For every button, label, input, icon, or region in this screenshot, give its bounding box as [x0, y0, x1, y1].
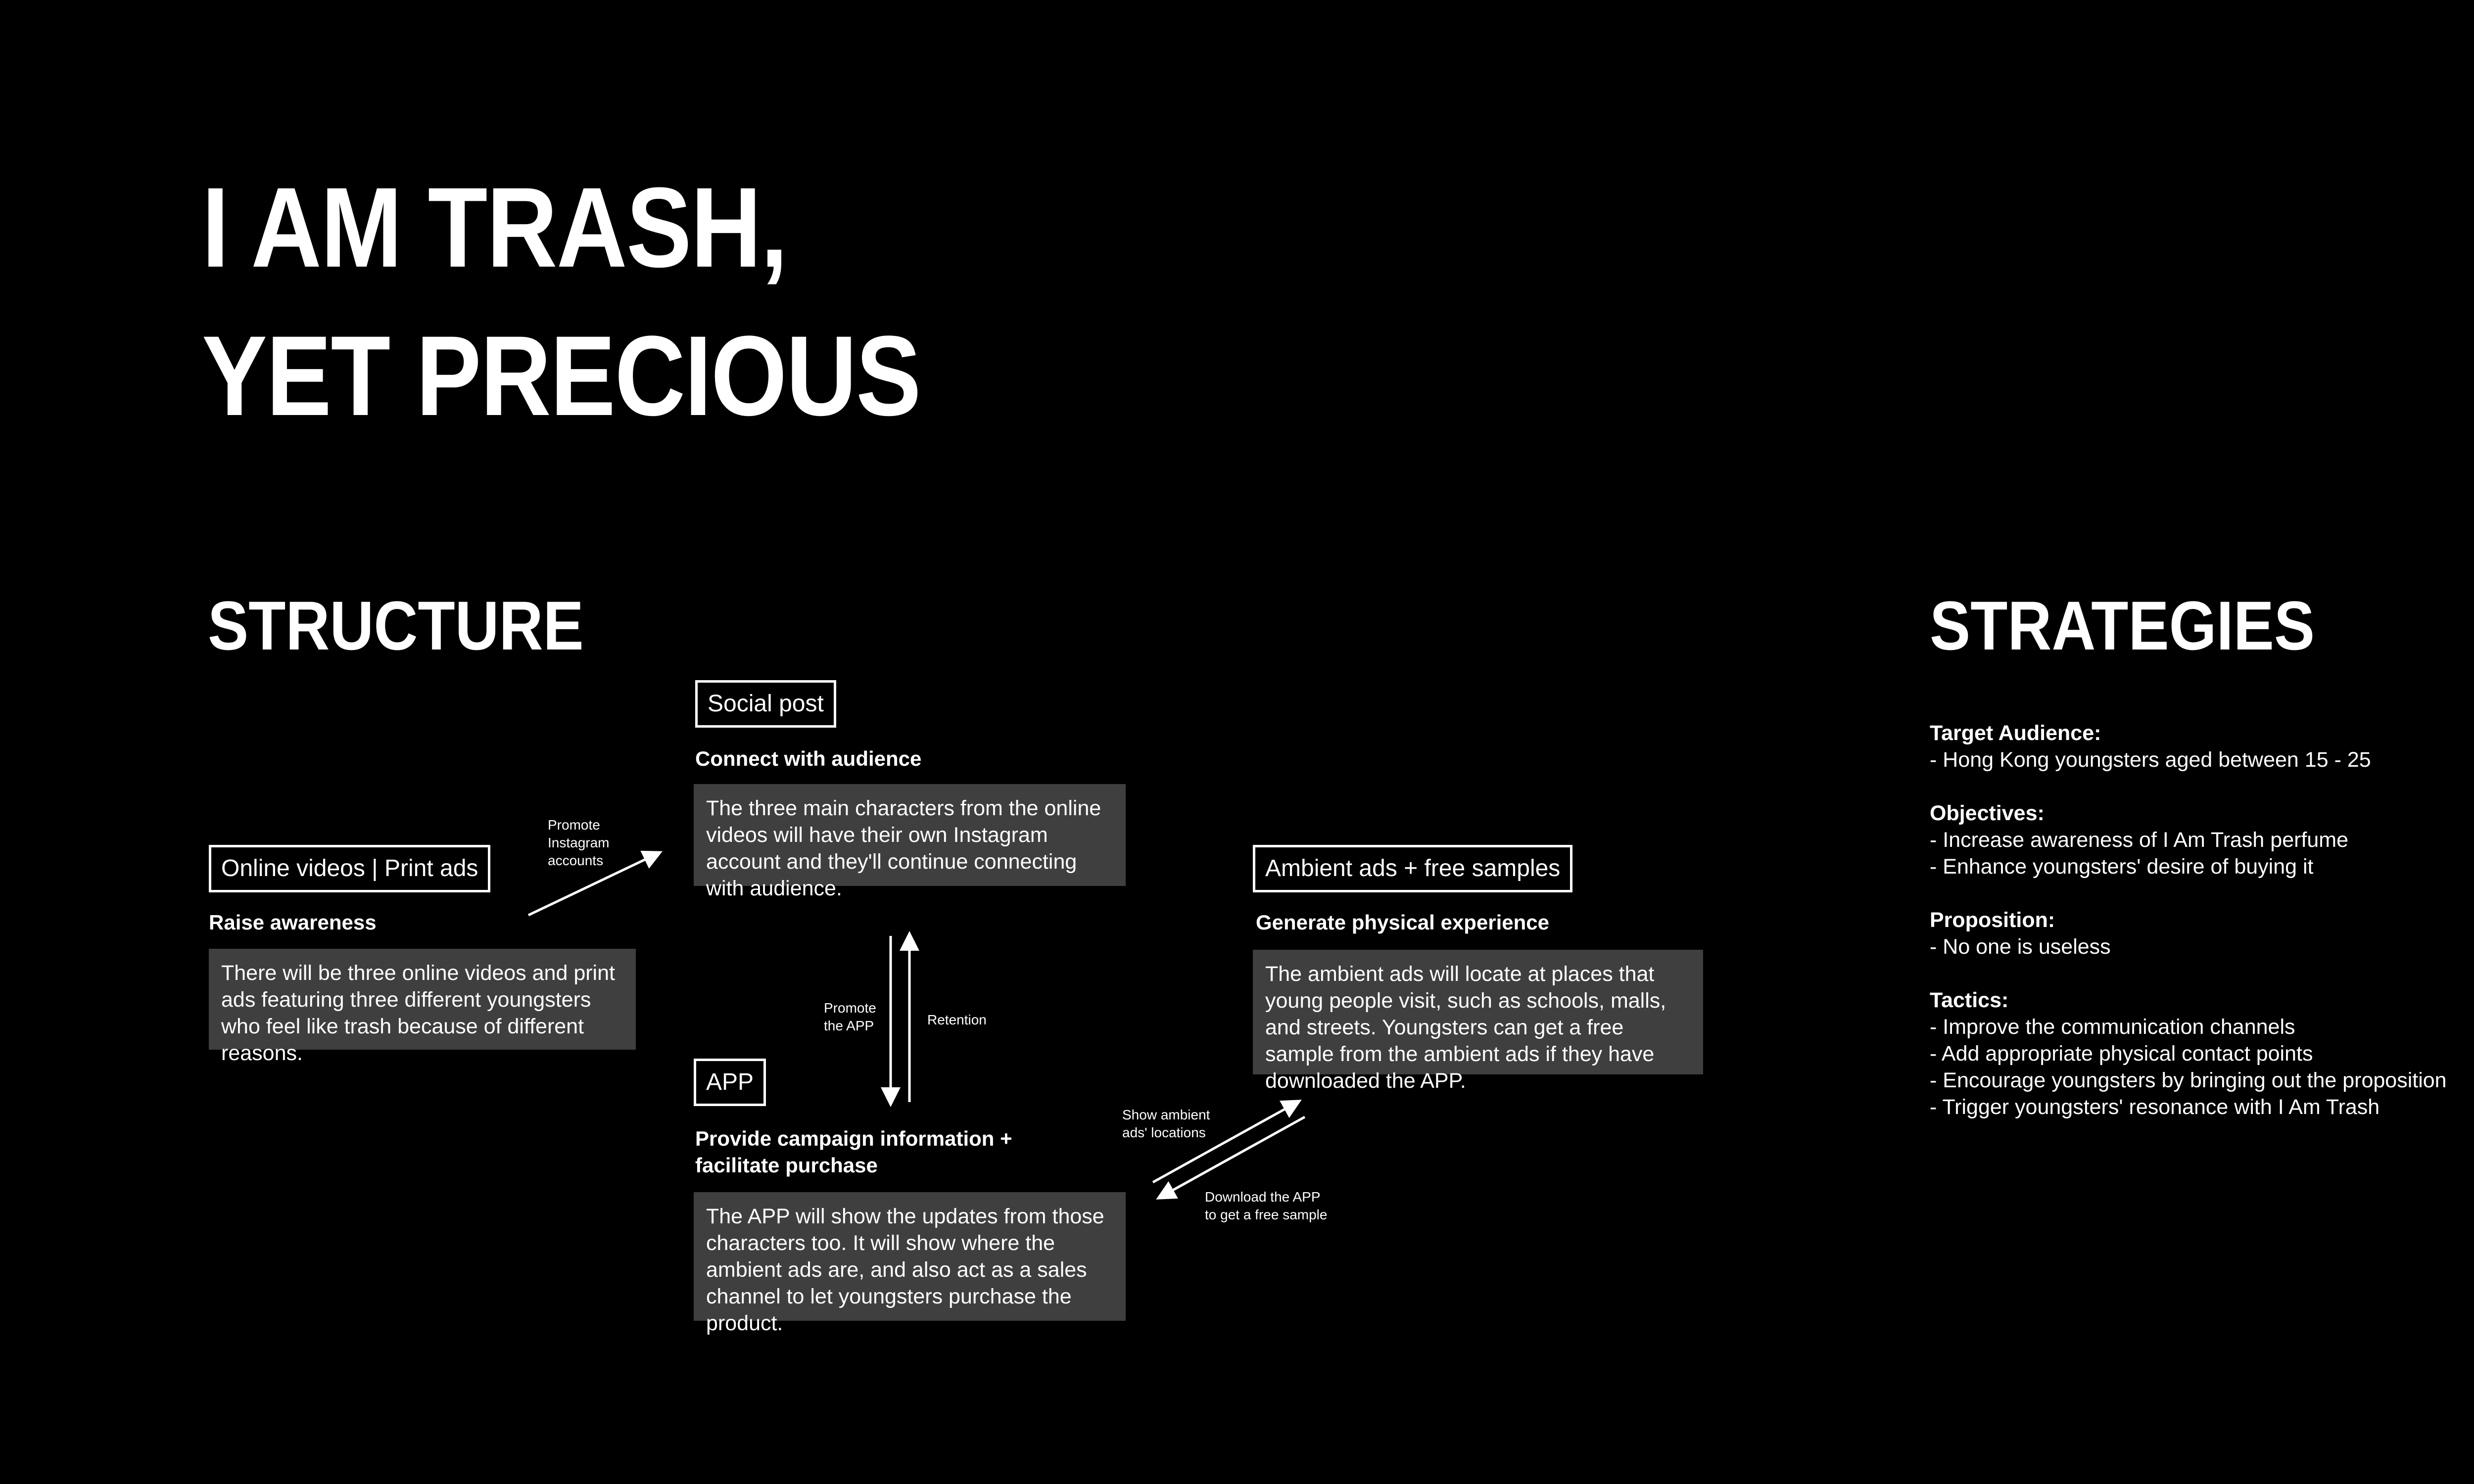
strategy-proposition: Proposition: - No one is useless — [1930, 908, 2111, 959]
node-online-videos-description: There will be three online videos and print ads featuring three different youngsters who feel like trash because of different reasons. — [209, 949, 636, 1050]
structure-heading: STRUCTURE — [208, 587, 584, 664]
label-retention: Retention — [927, 1012, 987, 1027]
strategies-heading: STRATEGIES — [1930, 587, 2315, 664]
node-app-description: The APP will show the updates from those characters too. It will show where the ambient ads are, and also act as a sales channel to let youngsters purchase the product. — [694, 1192, 1126, 1321]
label-promote-app: Promote the APP — [824, 1000, 876, 1033]
node-social-post-box: Social post — [695, 680, 836, 728]
title-line-1: I AM TRASH, — [202, 164, 787, 291]
label-show-ambient: Show ambient ads' locations — [1122, 1107, 1210, 1140]
node-app-heading: Provide campaign information + facilitate purchase — [695, 1127, 1012, 1177]
title-line-2: YET PRECIOUS — [202, 312, 921, 439]
label-download-app: Download the APP to get a free sample — [1205, 1189, 1328, 1222]
node-app-box: APP — [694, 1059, 766, 1106]
node-ambient-ads-description: The ambient ads will locate at places that young people visit, such as schools, malls, and streets. Youngsters can get a free sample from the ambient ads if they have downloaded the APP. — [1253, 950, 1703, 1074]
strategies-list — [1930, 720, 2474, 1147]
node-ambient-ads-heading: Generate physical experience — [1256, 911, 1549, 934]
strategy-target-audience: Target Audience: - Hong Kong youngsters aged between 15 - 25 — [1930, 721, 2371, 772]
node-social-post-description: The three main characters from the online videos will have their own Instagram account and they'll continue connecting with audience. — [694, 784, 1126, 886]
node-ambient-ads-box: Ambient ads + free samples — [1253, 845, 1572, 892]
node-online-videos-heading: Raise awareness — [209, 911, 377, 934]
strategy-tactics: Tactics: - Improve the communication channels - Add appropriate physical contact points - Encourage youngsters by bringing out the proposition - Trigger youngsters' resonance with I Am Trash — [1930, 988, 2447, 1119]
node-online-videos-box: Online videos | Print ads — [209, 845, 490, 892]
node-social-post-heading: Connect with audience — [695, 747, 922, 770]
label-promote-instagram: Promote Instagram accounts — [548, 817, 610, 868]
strategy-objectives: Objectives: - Increase awareness of I Am Trash perfume - Enhance youngsters' desire of buying it — [1930, 801, 2349, 879]
